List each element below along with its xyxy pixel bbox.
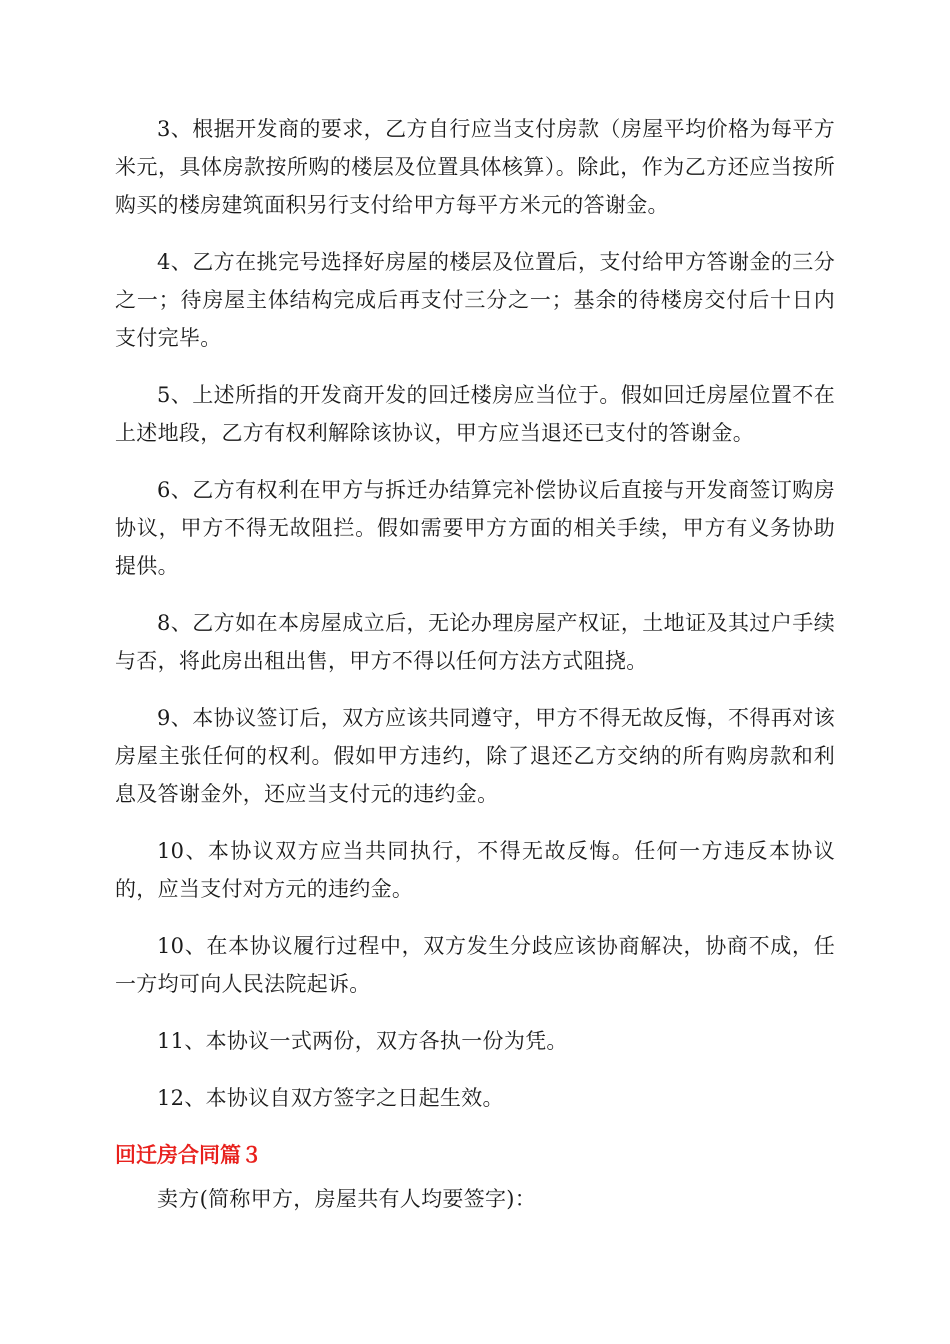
section-heading: 回迁房合同篇３ (115, 1143, 262, 1167)
document-body (115, 110, 835, 1218)
clause-11: 11、本协议一式两份，双方各执一份为凭。 (157, 1029, 568, 1053)
clause-6: 6、乙方有权利在甲方与拆迁办结算完补偿协议后直接与开发商签订购房协议，甲方不得无故阻拦。假如需要甲方方面的相关手续，甲方有义务协助提供。 (115, 478, 835, 578)
clause-3: 3、根据开发商的要求，乙方自行应当支付房款（房屋平均价格为每平方米元，具体房款按所购的楼层及位置具体核算）。除此，作为乙方还应当按所购买的楼房建筑面积另行支付给甲方每平方米元的答谢金。 (115, 117, 835, 217)
clause-9: 9、本协议签订后，双方应该共同遵守，甲方不得无故反悔，不得再对该房屋主张任何的权利。假如甲方违约，除了退还乙方交纳的所有购房款和利息及答谢金外，还应当支付元的违约金。 (115, 706, 835, 806)
clause-8: 8、乙方如在本房屋成立后，无论办理房屋产权证，土地证及其过户手续与否，将此房出租出售，甲方不得以任何方法方式阻挠。 (115, 611, 835, 673)
clause-10a: 10、本协议双方应当共同执行，不得无故反悔。任何一方违反本协议的，应当支付对方元的违约金。 (115, 839, 835, 901)
clause-5: 5、上述所指的开发商开发的回迁楼房应当位于。假如回迁房屋位置不在上述地段，乙方有权利解除该协议，甲方应当退还已支付的答谢金。 (115, 383, 835, 445)
clause-12: 12、本协议自双方签字之日起生效。 (157, 1086, 504, 1110)
clause-10b: 10、在本协议履行过程中，双方发生分歧应该协商解决，协商不成，任一方均可向人民法院起诉。 (115, 934, 835, 996)
seller-line: 卖方(简称甲方，房屋共有人均要签字)： (157, 1187, 537, 1211)
clause-4: 4、乙方在挑完号选择好房屋的楼层及位置后，支付给甲方答谢金的三分之一；待房屋主体结构完成后再支付三分之一；基余的待楼房交付后十日内支付完毕。 (115, 250, 835, 350)
